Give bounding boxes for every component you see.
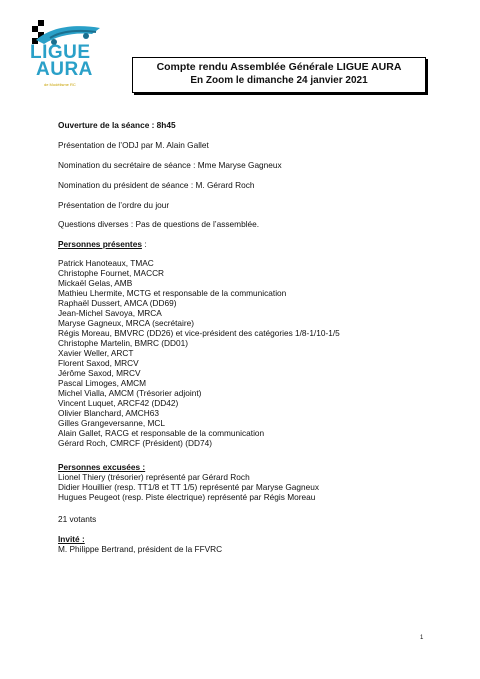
present-item: Patrick Hanoteaux, TMAC [58, 258, 154, 268]
present-item: Maryse Gagneux, MRCA (secrétaire) [58, 318, 195, 328]
guest-text: M. Philippe Bertrand, président de la FFVRC [58, 544, 223, 554]
votes-count: 21 votants [58, 514, 97, 524]
intro-line: Présentation de l’ordre du jour [58, 200, 170, 210]
present-item: Jérôme Saxod, MRCV [58, 368, 141, 378]
page-number: 1 [420, 635, 424, 641]
present-item: Pascal Limoges, AMCM [58, 378, 147, 388]
intro-line: Nomination du secrétaire de séance : Mme Maryse Gagneux [58, 160, 282, 170]
present-item: Vincent Luquet, ARCF42 (DD42) [58, 398, 179, 408]
intro-line: Questions diverses : Pas de questions de l’assemblée. [58, 219, 260, 229]
opening-line: Ouverture de la séance : 8h45 [58, 120, 176, 130]
present-item: Michel Vialla, AMCM (Trésorier adjoint) [58, 388, 202, 398]
guest-heading: Invité : [58, 534, 85, 544]
present-item: Christophe Fournet, MACCR [58, 268, 165, 278]
present-item: Jean-Michel Savoya, MRCA [58, 308, 162, 318]
present-item: Christophe Martelin, BMRC (DD01) [58, 338, 189, 348]
document-header [132, 57, 426, 93]
present-item: Gilles Grangeversanne, MCL [58, 418, 165, 428]
excused-item: Lionel Thiery (trésorier) représenté par Gérard Roch [58, 472, 250, 482]
present-item: Alain Gallet, RACG et responsable de la communication [58, 428, 265, 438]
excused-item: Hugues Peugeot (resp. Piste électrique) représenté par Régis Moreau [58, 492, 316, 502]
excused-heading: Personnes excusées : [58, 462, 146, 472]
present-heading-row [58, 239, 147, 249]
present-item: Régis Moreau, BMVRC (DD26) et vice-président des catégories 1/8-1/10-1/5 [58, 328, 340, 338]
document-title: Compte rendu Assemblée Générale LIGUE AURA [156, 61, 402, 73]
present-item: Xavier Weller, ARCT [58, 348, 134, 358]
present-heading-suffix: : [141, 239, 147, 249]
document-subtitle: En Zoom le dimanche 24 janvier 2021 [190, 75, 368, 86]
logo-line2: AURA [36, 59, 93, 80]
intro-line: Présentation de l’ODJ par M. Alain Gallet [58, 140, 209, 150]
present-item: Florent Saxod, MRCV [58, 358, 139, 368]
excused-item: Didier Houillier (resp. TT1/8 et TT 1/5) représenté par Maryse Gagneux [58, 482, 320, 492]
logo-line1: LIGUE [30, 42, 91, 63]
present-heading: Personnes présentes [58, 239, 142, 249]
present-item: Mickaël Gelas, AMB [58, 278, 133, 288]
present-item: Mathieu Lhermite, MCTG et responsable de la communication [58, 288, 287, 298]
present-item: Raphaël Dussert, AMCA (DD69) [58, 298, 177, 308]
present-item: Gérard Roch, CMRCF (Président) (DD74) [58, 438, 212, 448]
intro-line: Nomination du président de séance : M. Gérard Roch [58, 180, 255, 190]
present-item: Olivier Blanchard, AMCH63 [58, 408, 159, 418]
logo-tagline: de Modélisme RC [44, 82, 76, 87]
